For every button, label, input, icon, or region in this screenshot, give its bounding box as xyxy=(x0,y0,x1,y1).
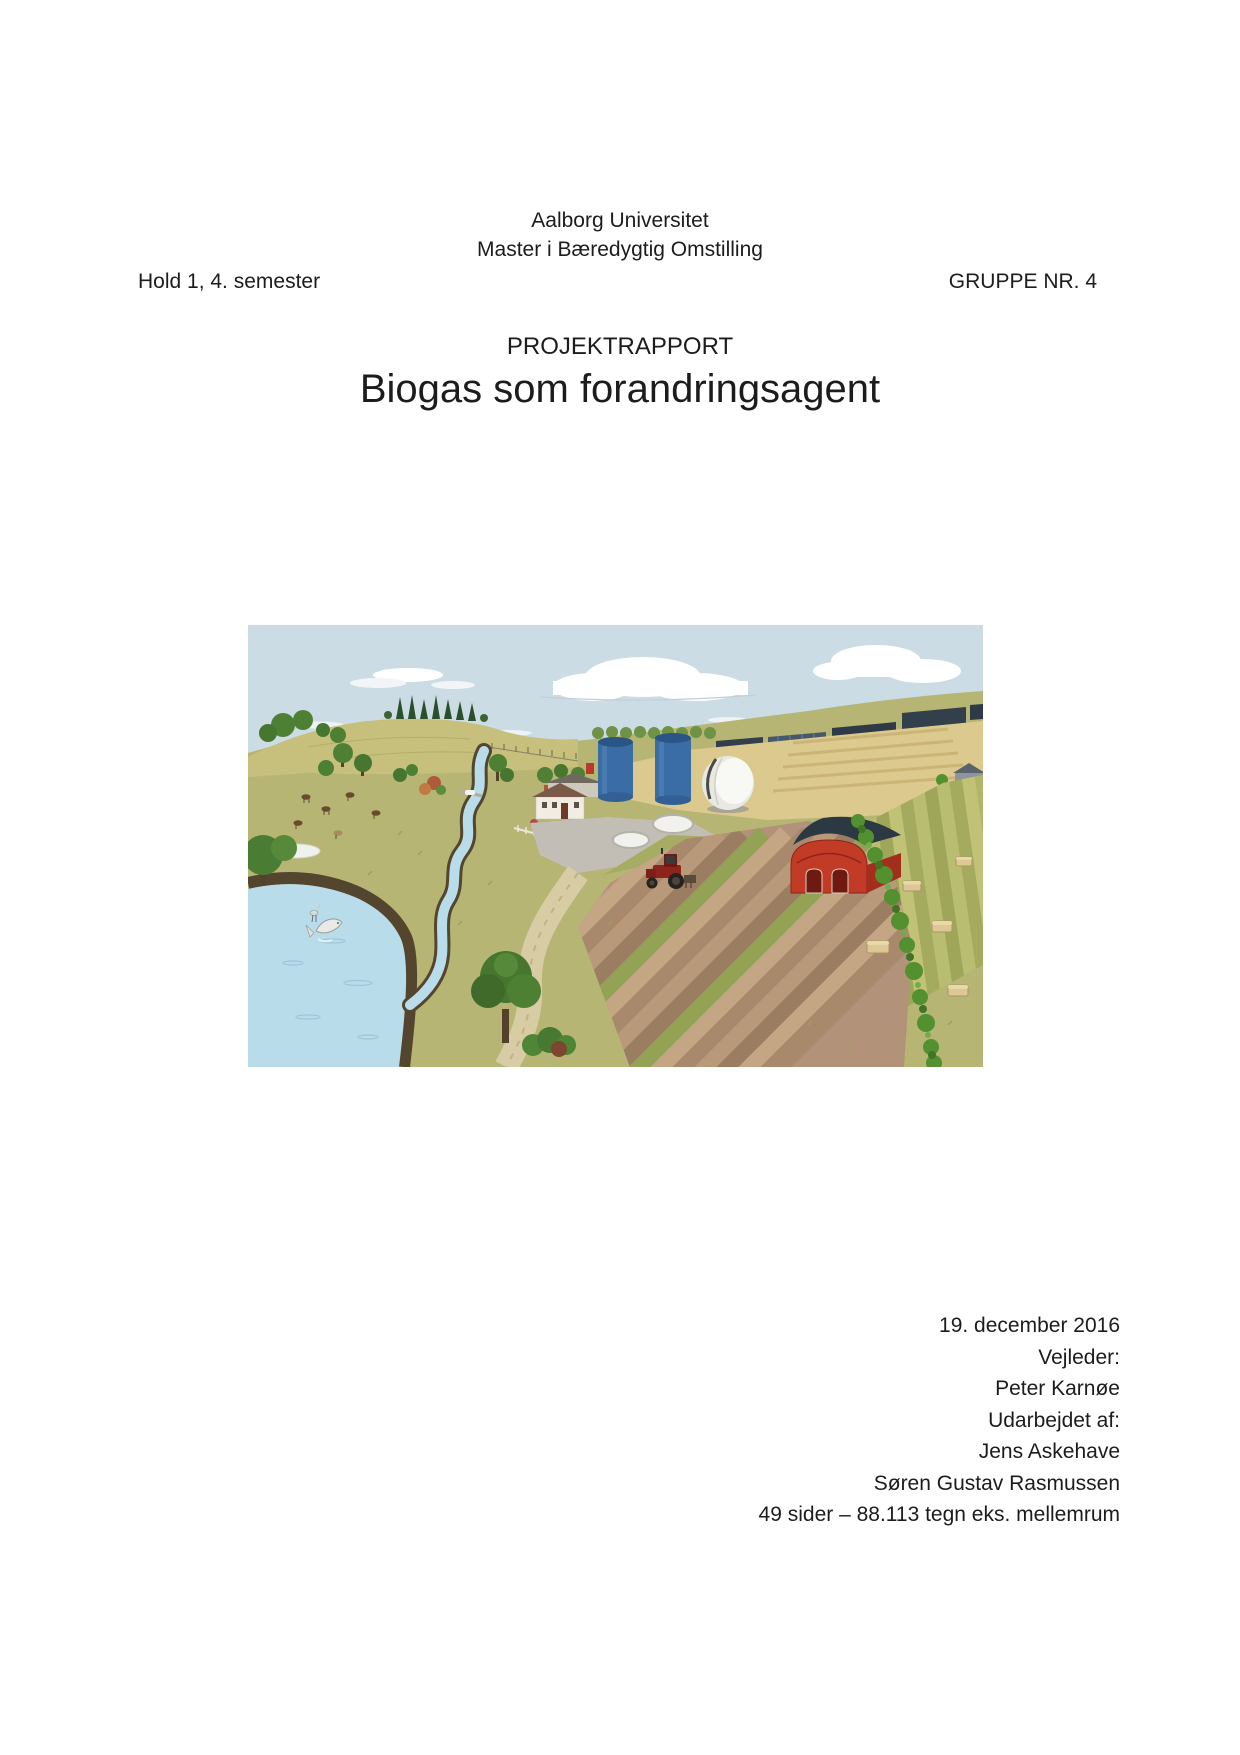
extent-line: 49 sider – 88.113 tegn eks. mellemrum xyxy=(758,1503,1120,1526)
car xyxy=(465,790,475,795)
header-side-row xyxy=(138,269,1097,295)
cohort-label: Hold 1, 4. semester xyxy=(138,270,321,293)
authors-label: Udarbejdet af: xyxy=(988,1408,1120,1432)
report-date: 19. december 2016 xyxy=(939,1314,1120,1337)
lake xyxy=(248,878,411,1067)
university-line: Aalborg Universitet xyxy=(531,209,709,232)
page-title: Biogas som forandringsagent xyxy=(359,367,881,411)
group-label: GRUPPE NR. 4 xyxy=(948,270,1097,293)
credits-block xyxy=(759,1310,1120,1531)
author-name: Søren Gustav Rasmussen xyxy=(873,1471,1120,1495)
pump-unit xyxy=(586,763,594,774)
header-center xyxy=(0,206,1240,264)
cover-illustration xyxy=(248,625,983,1067)
report-type-label: PROJEKTRAPPORT xyxy=(506,333,734,360)
author-name: Jens Askehave xyxy=(978,1440,1120,1463)
supervisor-name: Peter Karnøe xyxy=(995,1377,1120,1400)
supervisor-label: Vejleder: xyxy=(1038,1345,1120,1369)
program-line: Master i Bæredygtig Omstilling xyxy=(477,238,763,261)
